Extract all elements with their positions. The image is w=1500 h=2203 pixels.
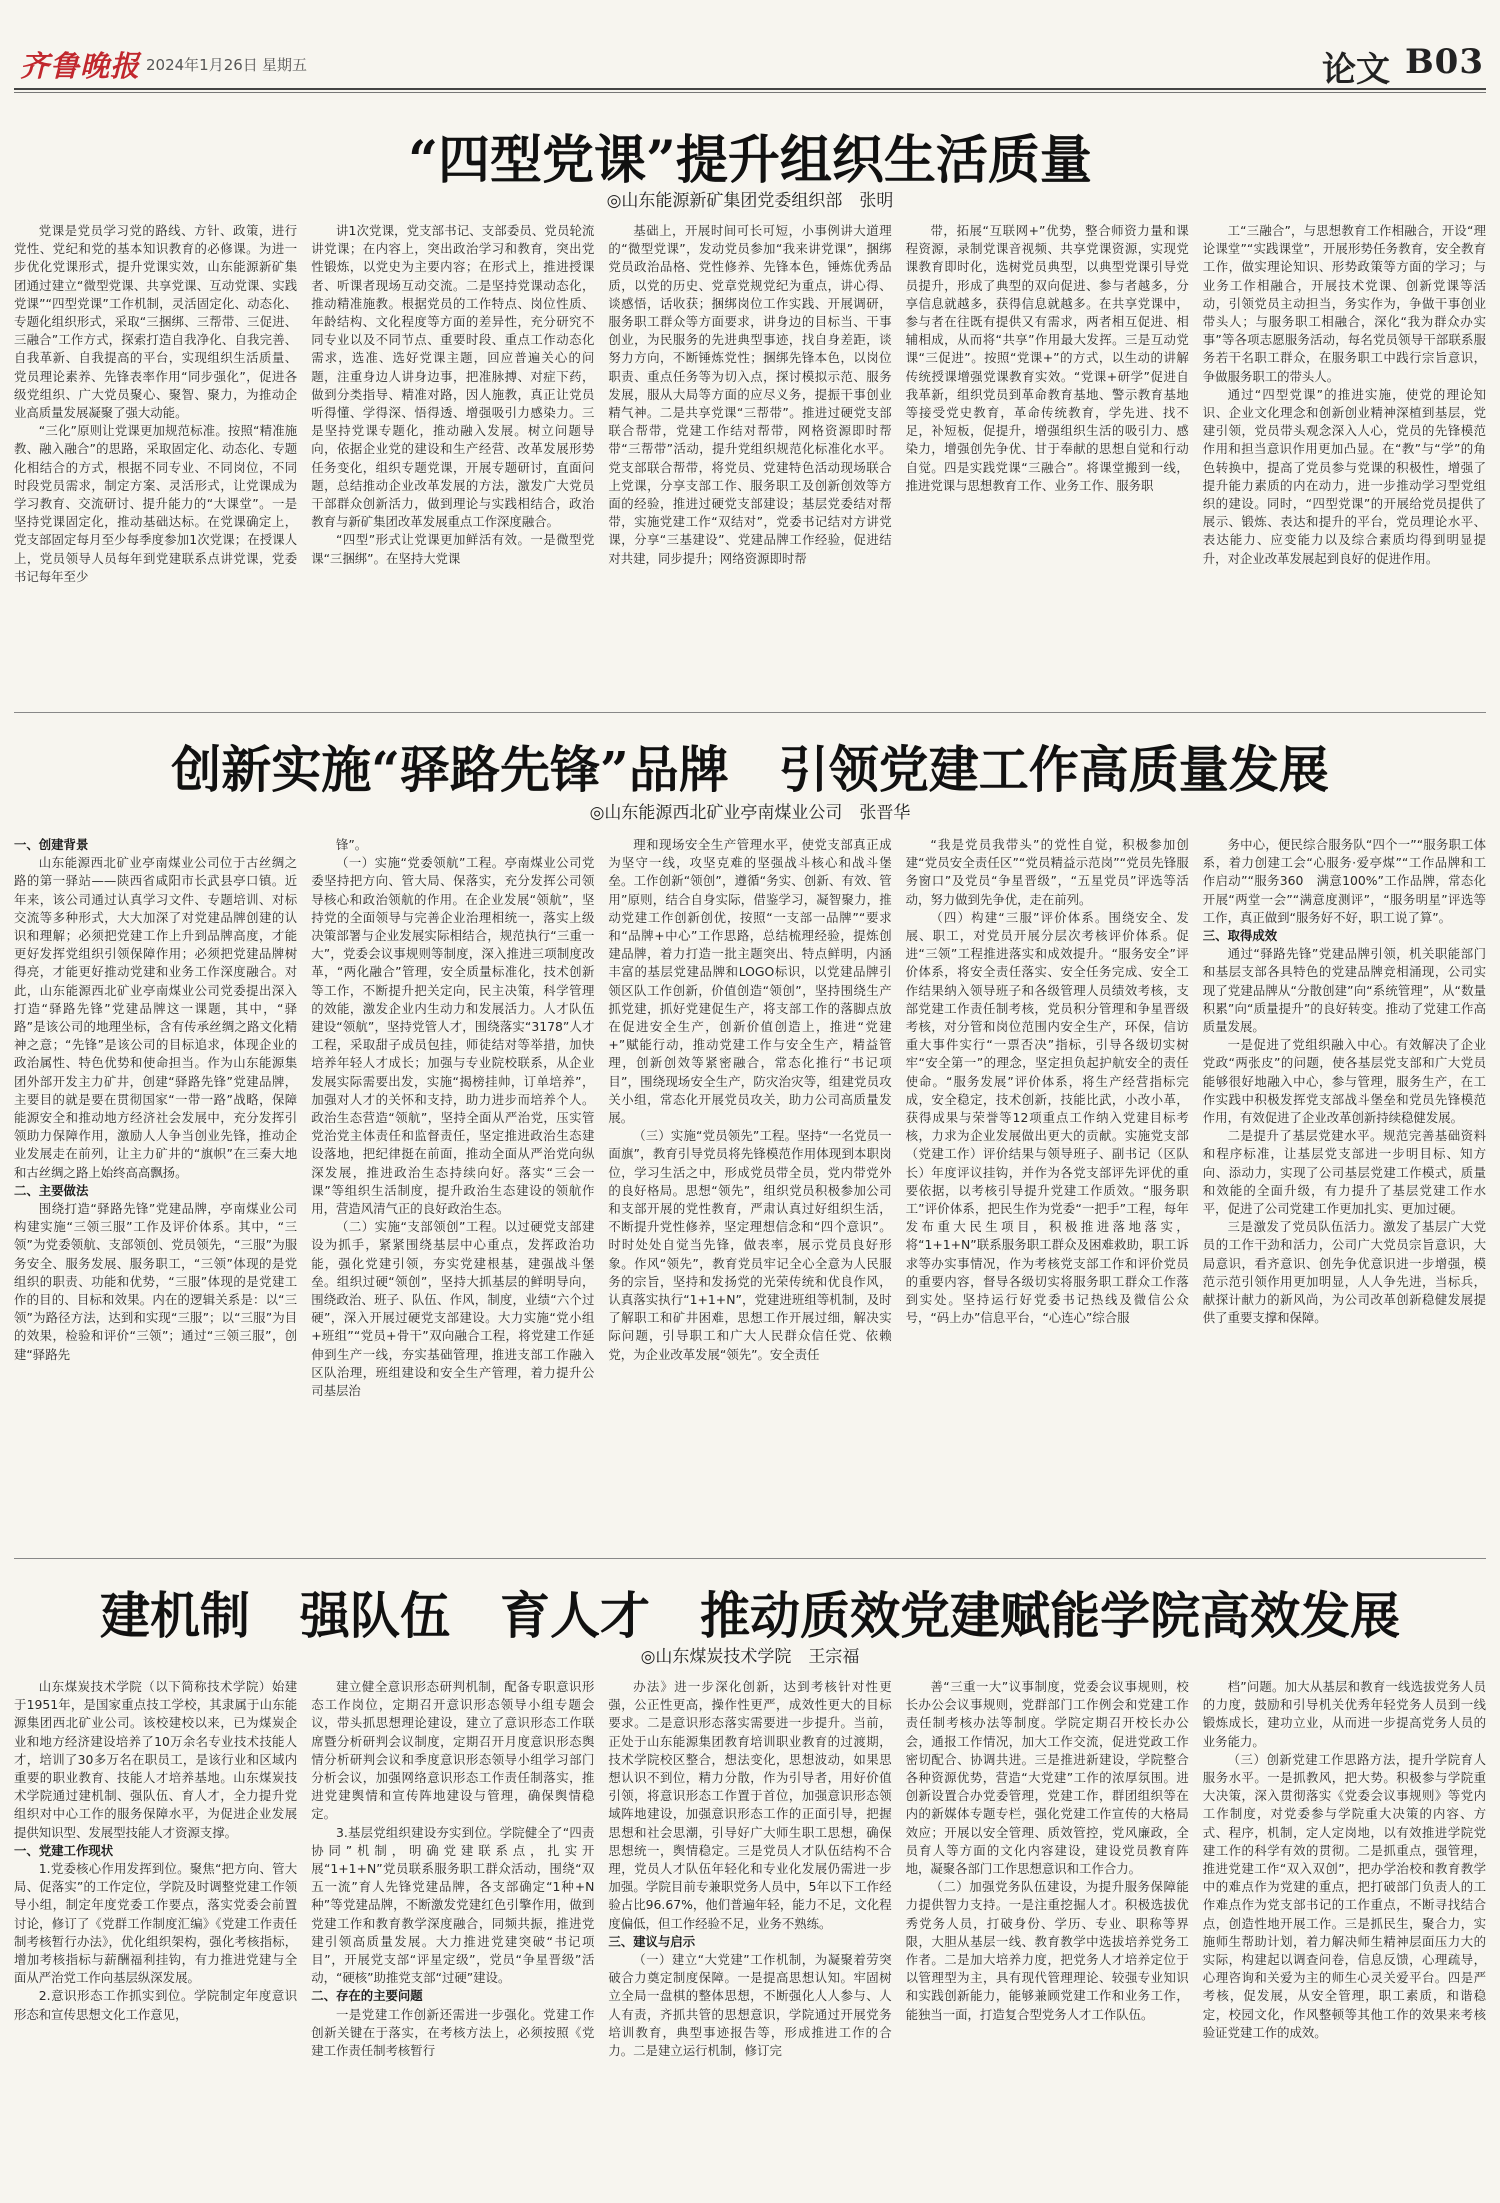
- body-paragraph: “三化”原则让党课更加规范标准。按照“精准施教、融入融合”的思路，采取固定化、动态化、专题化相结合的方式，根据不同专业、不同岗位，不同时段党员需求，制定方案、灵活形式，让党课成为学习教育、交流研讨、提升能力的“大课堂”。一是坚持党课固定化，推动基础达标。在党课确定上，党支部固定每月至少每季度参加1次党课；在授课人上，党员领导人员每年到党建联系点讲党课，党委书记每年至少: [14, 423, 298, 584]
- article-3-column: [311, 1678, 594, 2194]
- body-paragraph: （二）加强党务队伍建设，为提升服务保障能力提供智力支持。一是注重挖掘人才。积极选拔优秀党务人员，打破身份、学历、专业、职称等界限，大胆从基层一线、教育教学中选拔培养党务工作者。二是加大培养力度，把党务人才培养定位于以管理型为主，具有现代管理理论、较强专业知识和实践创新能力，能够兼顾党建工作和业务工作，能独当一面，打造复合型党务人才工作队伍。: [905, 1879, 1189, 2022]
- page-number: B03: [1404, 42, 1484, 82]
- section-subheading: 三、建议与启示: [608, 1933, 696, 1949]
- body-paragraph: 带，拓展“互联网+”优势，整合师资力量和课程资源，录制党课音视频、共享党课资源，实现党课教育即时化，选树党员典型，以典型党课引导党员提升，形成了典型的双向促进、参与者越多，分享信息就越多，获得信息就越多。在共享党课中，参与者在往既有提供又有需求，两者相互促进、相辅相成，从而将“共享”作用最大发挥。三是互动党课“三促进”。按照“党课+”的方式，以生动的讲解传统授课增强党课教育实效。“党课+研学”促进自我革新，组织党员到革命教育基地、警示教育基地等接受党史教育，革命传统教育，学先进、找不足，补短板，促提升，增强组织生活的吸引力、感染力，增强创先争优、甘于奉献的思想自觉和行动自觉。四是实践党课“三融合”。将课堂搬到一线，推进党课与思想教育工作、业务工作、服务职: [905, 223, 1189, 493]
- section-subheading: 一、创建背景: [14, 837, 89, 852]
- article-3: [14, 1562, 1486, 2198]
- body-paragraph: 善“三重一大”议事制度，党委会议事规则，校长办公会议事规则，党群部门工作例会和党建工作责任制考核办法等制度。学院定期召开校长办公会，通报工作情况，加大工作交流，促进党政工作密切配合、协调共进。三是推进新建设，学院整合各种资源优势，营造“大党建”工作的浓厚氛围。进创新设置合办党委管理，党建工作，群团组织等在内的新媒体专题专栏，强化党建工作宣传的大格局效应；开展以安全管理、质效管控，党风廉政，全员育人等方面的文化内容建设，建设党员教育阵地，凝聚各部门工作思想意识和工作合力。: [905, 1679, 1189, 1877]
- body-paragraph: 工“三融合”，与思想教育工作相融合，开设“理论课堂”“实践课堂”，开展形势任务教育，安全教育工作，做实理论知识、形势政策等方面的学习；与业务工作相融合，开展技术党课、创新党课等活动，引领党员主动担当，务实作为，争做干事创业带头人；与服务职工相融合，深化“我为群众办实事”等各项志愿服务活动，每名党员领导干部联系服务若干名职工群众，在服务职工中践行宗旨意识，争做服务职工的带头人。: [1202, 223, 1486, 384]
- body-paragraph: 基础上，开展时间可长可短，小事例讲大道理的“微型党课”，发动党员参加“我来讲党课”，捆绑党员政治品格、党性修养、先锋本色，锤炼优秀品质，以党的历史、党章党规党纪为重点，讲心得、谈感悟，话收获；捆绑岗位工作实践、开展调研，服务职工群众等方面要求，讲身边的目标当、干事创业，为民服务的先进典型事迹，找自身差距，谈努力方向，不断锤炼党性；捆绑先锋本色，以岗位职责、重点任务等为切入点，探讨模拟示范、服务发展，服从大局等方面的应尽义务，提振干事创业精气神。二是共享党课“三帮带”。推进过硬党支部联合帮带，党建工作结对帮带，网格资源即时帮带“三帮带”活动，提升党组织规范化标准化水平。党支部联合帮带，将党员、党建特色活动现场联合上党课，分享支部工作、服务职工及创新创效等方面的经验，推进过硬党支部建设；基层党委结对帮带，实施党建工作“双结对”，党委书记结对方讲党课，分享“三基建设”、党建品牌工作经验，促进结对共建，同步提升；网络资源即时帮: [608, 223, 892, 566]
- body-paragraph: （四）构建“三服”评价体系。围绕安全、发展、职工，对党员开展分层次考核评价体系。促进“三领”工程推进落实和成效提升。“服务安全”评价体系，将安全责任落实、安全任务完成、安全工作结果纳入领导班子和各级管理人员绩效考核，支部党建工作责任制考核，党员积分管理和争星晋级考核，对分管和岗位范围内安全生产，环保，信访重大事件实行“一票否决”指标，引导各级切实树牢“安全第一”的理念，坚定担负起护航安全的责任使命。“服务发展”评价体系，将生产经营指标完成，安全稳定，技术创新，技能比武，小改小革，获得成果与荣誉等12项重点工作纳入党建目标考核，力求为企业发展做出更大的贡献。实施党支部（党建工作）评价结果与领导班子、副书记（区队长）年度评议挂钩，并作为各党支部评先评优的重要依据，以考核引导提升党建工作质效。“服务职工”评价体系，把民生作为党委“一把手”工程，每年发布重大民生项目，积极推进落地落实，将“1+1+N”联系服务职工群众及困难救助，职工诉求等办实事情况，作为考核党支部工作和评价党员的重要内容，督导各级切实将服务职工群众工作落到实处。坚持运行好党委书记热线及微信公众号，“码上办”信息平台，“心连心”综合服: [905, 909, 1189, 1326]
- article-3-column: [608, 1678, 891, 2194]
- body-paragraph: 理和现场安全生产管理水平，使党支部真正成为坚守一线，攻坚克难的坚强战斗核心和战斗堡垒。工作创新“领创”，遵循“务实、创新、有效、管用”原则，结合自身实际，借鉴学习，凝智聚力，推动党建工作创新创优，按照“一支部一品牌”“要求和“品牌+中心”工作思路，总结梳理经验，提炼创建品牌，着力打造一批主题突出、特点鲜明，内涵丰富的基层党建品牌和LOGO标识，以党建品牌引领区队工作创新，价值创造“领创”，坚持围绕生产抓党建，抓好党建促生产，将支部工作的落脚点放在促进安全生产，创新价值创造上，推进“党建+”赋能行动，推动党建工作与安全生产，精益管理，创新创效等紧密融合，常态化推行“书记项目”，围绕现场安全生产，防灾治灾等，组建党员攻关小组，常态化开展党员攻关，助力公司高质量发展。: [608, 837, 892, 1126]
- article-2: [14, 716, 1486, 1556]
- body-paragraph: 锋”。: [335, 837, 368, 852]
- article-2-byline: ◎山东能源西北矿业亭南煤业公司 张晋华: [589, 803, 911, 823]
- article-2-headline: 创新实施“驿路先锋”品牌 引领党建工作高质量发展: [171, 740, 1329, 799]
- body-paragraph: 务中心，便民综合服务队“四个一”“服务职工体系，着力创建工会“心服务·爱亭煤”“工作品牌和工作启动”“服务360 满意100%”工作品牌，常态化开展“两堂一会”“满意度测评”，“服务明星”评选等工作，真正做到“服务好不好，职工说了算”。: [1202, 837, 1486, 925]
- article-1-body: [14, 222, 1486, 704]
- body-paragraph: （三）创新党建工作思路方法，提升学院育人服务水平。一是抓教风，把大势。积极参与学院重大决策，深入贯彻落实《党委会议事规则》等党内工作制度，对党委参与学院重大决策的内容、方式、程序，机制，定人定岗地，以有效推进学院党建工作的科学有效的贯彻。二是抓重点，强管理，推进党建工作“双入双创”，把办学治校和教育教学中的难点作为党建的重点，把打破部门负责人的工作难点作为党支部书记的工作重点，不断寻找结合点，创造性地开展工作。三是抓民生，聚合力，实施师生帮助计划，着力解决师生精神层面压力大的实际，构建起以调查问卷，信息反馈，心理疏导，心理咨询和关爱为主的师生心灵关爱平台。四是严考核，促发展，从安全管理，职工素质，和谐稳定，校园文化，作风整顿等其他工作的效果来考核验证党建工作的成效。: [1202, 1751, 1486, 2040]
- body-paragraph: 3.基层党组织建设夯实到位。学院健全了“四责协同”机制，明确党建联系点，扎实开展“1+1+N”党员联系服务职工群众活动，围绕“双五一流”育人先锋党建品牌，各支部确定“1种+N种”等党建品牌，不断激发党建红色引擎作用，做到党建工作和教育教学深度融合，同频共振，推进党建引领高质量发展。大力推进党建突破“书记项目”，开展党支部“评星定级”，党员“争星晋级”活动，“硬核”助推党支部“过硬”建设。: [311, 1824, 595, 1986]
- body-paragraph: 通过“四型党课”的推进实施，使党的理论知识、企业文化理念和创新创业精神深植到基层，党建引领，党员带头观念深入人心，党员的先锋模范作用和担当意识作用更加凸显。在“教”与“学”的角色转换中，提高了党员参与党课的积极性，增强了提升能力素质的内在动力，进一步推动学习型党组织的建设。同时，“四型党课”的开展给党员提供了展示、锻炼、表达和提升的平台，党员理论水平、表达能力、应变能力以及综合素质均得到明显提升，对企业改革发展起到良好的促进作用。: [1202, 386, 1486, 566]
- body-paragraph: 办法》进一步深化创新，达到考核针对性更强，公正性更高，操作性更严，成效性更大的目标要求。二是意识形态落实需要进一步提升。当前，正处于山东能源集团教育培训职业教育的过渡期，技术学院校区整合，想法变化，思想波动，如果思想认识不到位，精力分散，作为引导者，用好价值引领，将意识形态工作置于首位，加强意识形态领域阵地建设，加强意识形态工作的正面引导，把握思想和社会思潮，引导好广大师生职工思想，确保思想统一，舆情稳定。三是党员人才队伍结构不合理，党员人才队伍年轻化和专业化发展仍需进一步加强。学院目前专兼职党务人员中，5年以下工作经验占比96.67%，他们普遍年轻，能力不足，文化程度偏低，但工作经验不足，业务不熟练。: [608, 1679, 892, 1931]
- article-3-column: [1203, 1678, 1486, 2194]
- body-paragraph: 三是激发了党员队伍活力。激发了基层广大党员的工作干劲和活力，公司广大党员宗旨意识，大局意识，看齐意识、创先争优意识进一步增强，模范示范引领作用更加明显，人人争先进，当标兵，献探计献力的新风尚，为公司改革创新稳健发展提供了重要支撑和保障。: [1202, 1219, 1486, 1326]
- article-1-column: [1203, 222, 1486, 704]
- article-3-byline: ◎山东煤炭技术学院 王宗福: [640, 1647, 860, 1667]
- section-name: 论文: [1322, 50, 1390, 90]
- article-1-column: [906, 222, 1189, 704]
- body-paragraph: （三）实施“党员领先”工程。坚持“一名党员一面旗”，教育引导党员将先锋模范作用体现到本职岗位，学习生活之中，形成党员带全员，党内带党外的良好格局。思想“领先”，组织党员积极参加公司和支部开展的党性教育，严肃认真过好组织生活，不断提升党性修养，坚定理想信念和“四个意识”。时时处处自觉当先锋，做表率，展示党员良好形象。作风“领先”，教育党员牢记全心全意为人民服务的宗旨，坚持和发扬党的光荣传统和优良作风，认真落实执行“1+1+N”，党建进班组等机制，及时了解职工和矿井困难，思想工作开展过细，解决实际问题，引导职工和广大人民群众信任党、依赖党，为企业改革发展“领先”。安全责任: [608, 1128, 892, 1362]
- body-paragraph: 山东能源西北矿业亭南煤业公司位于古丝绸之路的第一驿站——陕西省咸阳市长武县亭口镇。近年来，该公司通过认真学习文件、专题培训、对标交流等多种形式，大大加深了对党建品牌创建的认识和理解；必须把党建工作上升到品牌高度，才能更好发挥党组织引领保障作用；必须把党建品牌树得亮，才能更好推动党建和业务工作深度融合。对此，山东能源西北矿业亭南煤业公司党委提出深入打造“驿路先锋”党建品牌这一课题，其中，“驿路”是该公司的地理坐标，含有传承丝绸之路文化精神之意；“先锋”是该公司的目标追求，体现企业的政治属性、特色优势和使命担当。作为山东能源集团外部开发主力矿井，创建“驿路先锋”党建品牌，主要目的就是要在贯彻国家“一带一路”战略，保障能源安全和推动地方经济社会发展中，充分发挥引领助力保障作用，激励人人争当创业先锋，推动企业发展走在前列，让主力矿井的“旗帜”在三秦大地和古丝绸之路上始终高高飘扬。: [14, 855, 298, 1180]
- article-1: [14, 100, 1486, 710]
- body-paragraph: 1.党委核心作用发挥到位。聚焦“把方向、管大局、促落实”的工作定位，学院及时调整党建工作领导小组，制定年度党委工作要点，落实党委会前置讨论，修订了《党群工作制度汇编》《党建工作责任制考核暂行办法》，优化组织架构，强化考核指标，增加考核指标与薪酬福利挂钩，有力推进党建与全面从严治党工作向基层纵深发展。: [14, 1861, 298, 1986]
- article-3-headline: 建机制 强队伍 育人才 推动质效党建赋能学院高效发展: [100, 1586, 1400, 1645]
- article-3-body: [14, 1678, 1486, 2194]
- body-paragraph: 一是党建工作创新还需进一步强化。党建工作创新关键在于落实，在考核方法上，必须按照《党建工作责任制考核暂行: [311, 2006, 595, 2059]
- body-paragraph: 围绕打造“驿路先锋”党建品牌，亭南煤业公司构建实施“三领三服”工作及评价体系。其中，“三领”为党委领航、支部领创、党员领先，“三服”为服务安全、服务发展、服务职工，“三领”体现的是党组织的职责、功能和优势，“三服”体现的是党建工作的目的、目标和效果。内在的逻辑关系是：以“三领”为路径方法，达到和实现“三服”；以“三服”为目的效果，检验和评价“三领”；通过“三领三服”，创建“驿路先: [14, 1201, 298, 1362]
- article-2-column: [1203, 836, 1486, 1552]
- body-paragraph: 山东煤炭技术学院（以下简称技术学院）始建于1951年，是国家重点技工学校，其隶属于山东能源集团西北矿业公司。该校建校以来，已为煤炭企业和地方经济建设培养了10万余名专业技术技能人才，培训了30多万名在职员工，是该行业和区域内重要的职业教育、技能人才培养基地。山东煤炭技术学院通过建机制、强队伍、育人才，全力提升党组织对中心工作的服务保障水平，为促进企业发展提供知识型、发展型技能人才资源支撑。: [14, 1679, 298, 1840]
- article-1-column: [608, 222, 891, 704]
- body-paragraph: 2.意识形态工作抓实到位。学院制定年度意识形态和宣传思想文化工作意见，: [14, 1988, 298, 2022]
- body-paragraph: “四型”形式让党课更加鲜活有效。一是微型党课“三捆绑”。在坚持大党课: [311, 532, 595, 566]
- issue-date: 2024年1月26日: [146, 56, 258, 74]
- body-paragraph: “我是党员我带头”的党性自觉，积极参加创建“党员安全责任区”“党员精益示范岗”“党员先锋服务窗口”及党员“争星晋级”，“五星党员”评选等活动，努力做到先争优，走在前列。: [905, 837, 1189, 907]
- body-paragraph: 通过“驿路先锋”党建品牌引领，机关职能部门和基层支部各具特色的党建品牌竞相涌现，公司实现了党建品牌从“分散创建”向“系统管理”，从“数量积累”向“质量提升”的良好转变。推动了党建工作高质量发展。: [1202, 946, 1486, 1035]
- article-3-column: [14, 1678, 297, 2194]
- body-paragraph: （一）实施“党委领航”工程。亭南煤业公司党委坚持把方向、管大局、保落实，充分发挥公司领导核心和政治领航的作用。在企业发展“领航”，坚持党的全面领导与完善企业治理相统一，落实上级决策部署与企业发展实际相结合，规范执行“三重一大”，党委会议事规则等制度，深入推进三项制度改革，“两化融合”管理，安全质量标准化，技术创新等工作，不断提升把关定向，民主决策，科学管理的效能，激发企业内生动力和发展活力。人才队伍建设“领航”，坚持党管人才，围绕落实“3178”人才工程，采取甜子成员包挂，师徒结对等举措，加快培养年轻人才成长；加强与专业院校联系，从企业发展实际需要出发，实施“揭榜挂帅，订单培养”，加强对人才的关怀和支持，助力进步而培养个人。政治生态营造“领航”，坚持全面从严治党，压实管党治党主体责任和监督责任，坚定推进政治生态建设落地，把纪律挺在前面，推动全面从严治党向纵深发展，推进政治生态持续向好。落实“三会一课”等组织生活制度，提升政治生态建设的领航作用，营造风清气正的良好政治生态。: [311, 855, 595, 1217]
- masthead-rule: [14, 88, 1486, 90]
- article-2-column: [14, 836, 297, 1552]
- masthead: [0, 0, 1500, 90]
- body-paragraph: 档”问题。加大从基层和教育一线选拔党务人员的力度，鼓励和引导机关优秀年轻党务人员到一线锻炼成长，建功立业，从而进一步提高党务人员的业务能力。: [1202, 1679, 1486, 1749]
- section-subheading: 二、存在的主要问题: [311, 1988, 423, 2004]
- article-3-column: [906, 1678, 1189, 2194]
- body-paragraph: 党课是党员学习党的路线、方针、政策，进行党性、党纪和党的基本知识教育的必修课。为进一步优化党课形式，提升党课实效，山东能源新矿集团通过建立“微型党课、共享党课、互动党课、实践党课”“四型党课”工作机制，灵活固定化、动态化、专题化组织形式，采取“三捆绑、三帮带、三促进、三融合”工作方式，探索打造自我净化、自我完善、自我革新、自我提高的平台，实现组织生活质量、党员理论素养、先锋表率作用“同步强化”，促进各级党组织、广大党员聚心、聚智、聚力，为推动企业高质量发展凝聚了强大动能。: [14, 223, 298, 421]
- article-2-column: [311, 836, 594, 1552]
- body-paragraph: 讲1次党课，党支部书记、支部委员、党员轮流讲党课；在内容上，突出政治学习和教育，突出党性锻炼，以党史为主要内容；在形式上，推进授课者、听课者现场互动交流。二是坚持党课动态化，推动精准施教。根据党员的工作特点、岗位性质、年龄结构、文化程度等方面的差异性，充分研究不同专业以及不同节点、重要时段、重点工作动态化需求，选准、选好党课主题，回应普遍关心的问题，注重身边人讲身边事，把准脉搏、对症下药，做到分类指导、精准对路，因人施教，真正让党员听得懂、学得深、悟得透、增强吸引力感染力。三是坚持党课专题化，推动融入发展。树立问题导向，依据企业党的建设和生产经营、改革发展形势任务变化，组织专题党课，开展专题研讨，直面问题，总结推动企业改革发展的方法，激发广大党员干部群众创新活力，做到理论与实践相结合，政治教育与新矿集团改革发展重点工作深度融合。: [311, 223, 595, 530]
- article-1-column: [14, 222, 297, 704]
- body-paragraph: 一是促进了党组织融入中心。有效解决了企业党政“两张皮”的问题，使各基层党支部和广大党员能够很好地融入中心，参与管理，服务生产，在工作实践中积极发挥党支部战斗堡垒和党员先锋模范作用，有效促进了企业改革创新持续稳健发展。: [1202, 1037, 1486, 1126]
- article-2-column: [608, 836, 891, 1552]
- article-2-column: [906, 836, 1189, 1552]
- body-paragraph: （二）实施“支部领创”工程。以过硬党支部建设为抓手，紧紧围绕基层中心重点，发挥政治功能，强化党建引领，夯实党建根基，建强战斗堡垒。组织过硬“领创”，坚持大抓基层的鲜明导向，围绕政治、班子、队伍、作风，制度，业绩“六个过硬”，深入开展过硬党支部建设。大力实施“党小组+班组”“党员+骨干”双向融合工程，将党建工作延伸到生产一线，夯实基础管理，推进支部工作融入区队治理，班组建设和安全生产管理，着力提升公司基层治: [311, 1219, 595, 1399]
- body-paragraph: 二是提升了基层党建水平。规范完善基础资料和程序标准，让基层党支部进一步明目标、知方向、添动力，实现了公司基层党建工作模式，质量和效能的全面升级，有力提升了基层党建工作水平，促进了公司党建工作更加扎实、更加过硬。: [1202, 1128, 1486, 1217]
- article-2-body: [14, 836, 1486, 1552]
- article-1-byline: ◎山东能源新矿集团党委组织部 张明: [606, 191, 894, 211]
- section-subheading: 三、取得成效: [1202, 928, 1278, 944]
- body-paragraph: （一）建立“大党建”工作机制，为凝聚着劳突破合力奠定制度保障。一是提高思想认知。牢固树立全局一盘棋的整体思想，不断强化人人参与、人人有责，齐抓共管的思想意识，学院通过开展党务培训教育，典型事迹报告等，形成推进工作的合力。二是建立运行机制，修订完: [608, 1952, 892, 2059]
- article-separator: [14, 712, 1486, 713]
- section-subheading: 二、主要做法: [14, 1182, 89, 1198]
- article-1-column: [311, 222, 594, 704]
- issue-weekday: 星期五: [262, 56, 308, 74]
- section-subheading: 一、党建工作现状: [14, 1842, 114, 1858]
- article-1-headline: “四型党课”提升组织生活质量: [408, 130, 1092, 191]
- masthead-rule-thin: [14, 92, 1486, 93]
- body-paragraph: 建立健全意识形态研判机制，配备专职意识形态工作岗位，定期召开意识形态领导小组专题会议，带头抓思想理论建设，建立了意识形态工作联席暨分析研判会议制度，定期召开月度意识形态舆情分析研判会议和季度意识形态领导小组学习部门分析会议，加强网络意识形态工作责任制落实，推进党建舆情和宣传阵地建设与管理，确保舆情稳定。: [311, 1679, 595, 1822]
- article-separator: [14, 1558, 1486, 1559]
- newspaper-logo: 齐鲁晚报: [20, 49, 141, 83]
